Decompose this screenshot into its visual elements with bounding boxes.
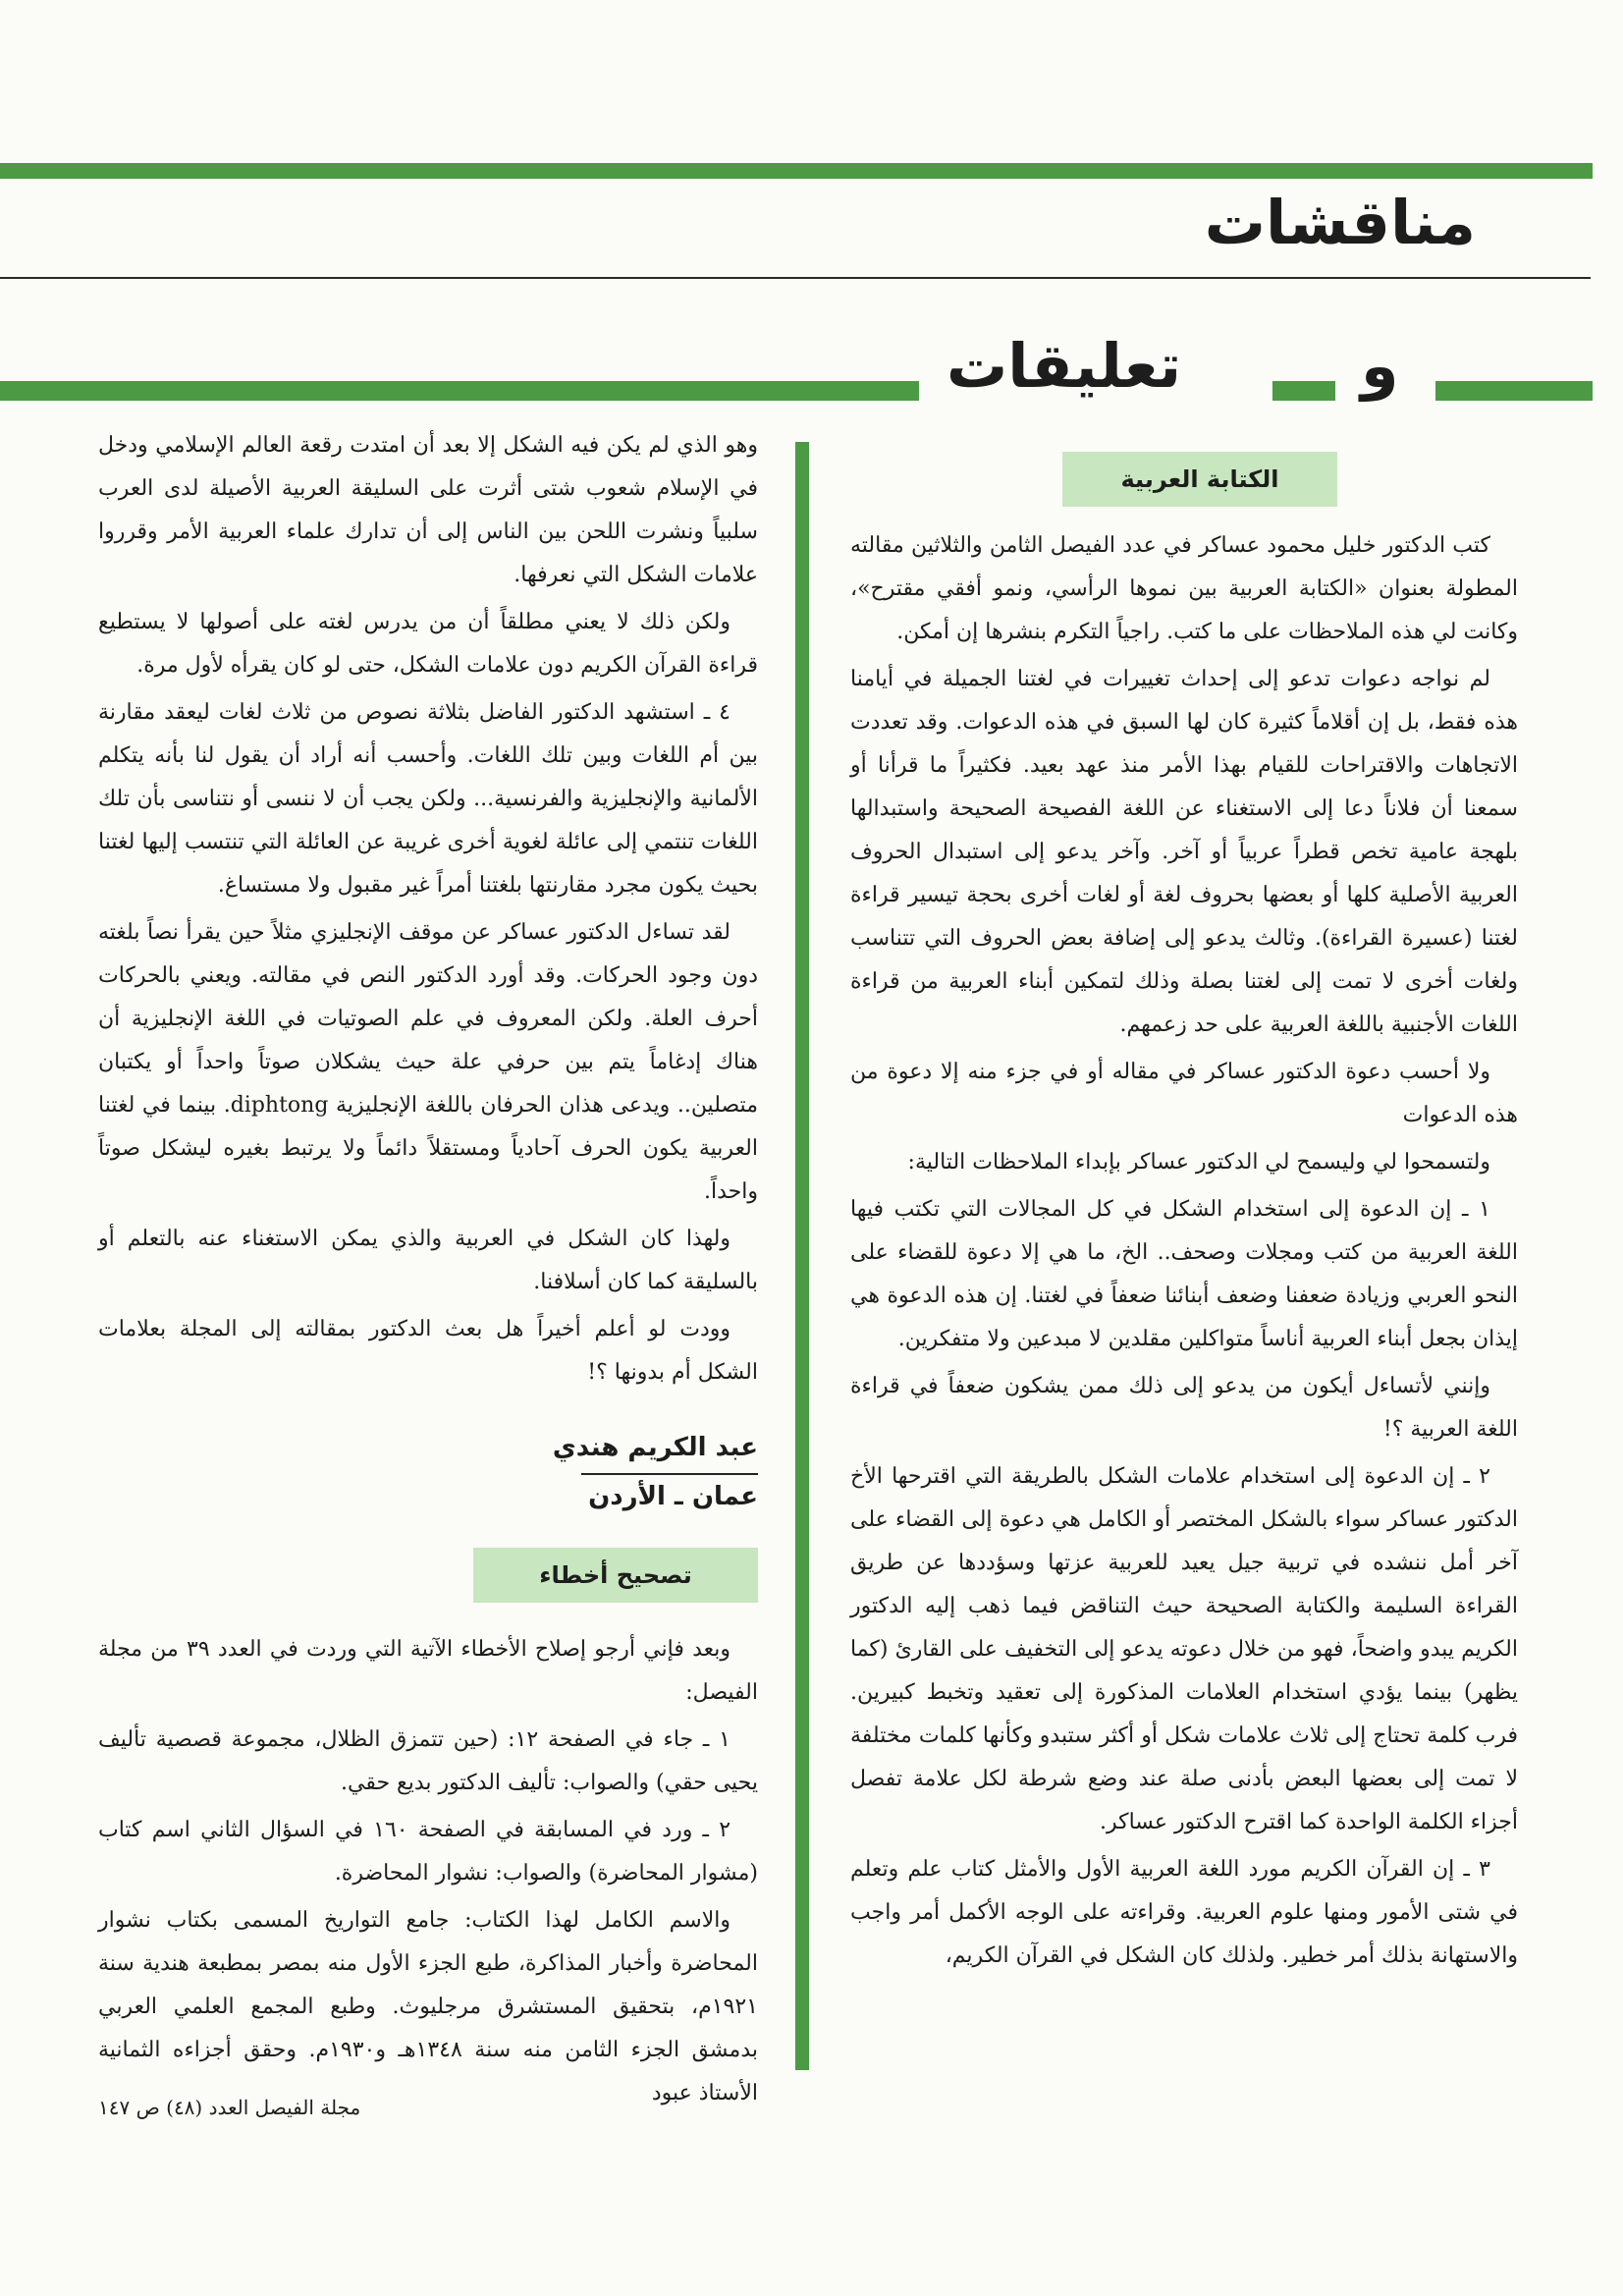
signature-block [98,1426,758,1518]
paragraph: لم نواجه دعوات تدعو إلى إحداث تغييرات في لغتنا الجميلة في أيامنا هذه فقط، بل إن أقلاماً كثيرة كان لها السبق في هذه الدعوات. وقد تعددت الاتجاهات والاقتراحات للقيام بهذا الأمر منذ عهد بعيد. فكثيراً ما قرأنا أو سمعنا أن فلاناً دعا إلى الاستغناء عن اللغة الفصيحة الصحيحة واستبدالها بلهجة عامية تخص قطراً عربياً أو آخر. وآخر يدعو إلى استبدال الحروف العربية الأصلية كلها أو بعضها بحروف لغة أو لغات أخرى بحجة تيسير قراءة لغتنا (عسيرة القراءة). وثالث يدعو إلى إضافة بعض الحروف التي تتناسب ولغات أخرى لا تمت إلى لغتنا بصلة وذلك لتمكين أبناء العربية من قراءة اللغات الأجنبية باللغة العربية على حد زعمهم. [850,667,1518,1037]
paragraph: ولهذا كان الشكل في العربية والذي يمكن الاستغناء عنه بالتعلم أو بالسليقة كما كان أسلافنا. [98,1227,758,1294]
title-and: تعليقات [947,330,1182,402]
right-column [850,452,1518,1982]
mid-green-rule-gap [1272,381,1335,401]
page-footer: مجلة الفيصل العدد (٤٨) ص ١٤٧ [98,2096,361,2119]
author-name: عبد الكريم هندي [552,1433,758,1462]
paragraph: والاسم الكامل لهذا الكتاب: جامع التواريخ المسمى بكتاب نشوار المحاضرة وأخبار المذاكرة، طبع الجزء الأول منه بمصر بمطبعة هندية سنة ١٩٢١م، بتحقيق المستشرق مرجليوث. وطبع المجمع العلمي العربي بدمشق الجزء الثامن منه سنة ١٣٤٨هـ و١٩٣٠م. وحقق أجزاءه الثمانية الأستاذ عبود [98,1908,758,2105]
title-conjunction: و [1361,330,1399,402]
heading-errata: تصحيح أخطاء [473,1548,758,1603]
paragraph: وبعد فإني أرجو إصلاح الأخطاء الآتية التي وردت في العدد ٣٩ من مجلة الفيصل: [98,1637,758,1705]
mid-green-rule-left [0,381,919,401]
paragraph: ٢ ـ ورد في المسابقة في الصفحة ١٦٠ في السؤال الثاني اسم كتاب (مشوار المحاضرة) والصواب: نشوار المحاضرة. [98,1818,758,1886]
left-column [98,424,758,2119]
paragraph: وإنني لأتساءل أيكون من يدعو إلى ذلك ممن يشكون ضعفاً في قراءة اللغة العربية ؟! [850,1374,1518,1442]
paragraph: ٣ ـ إن القرآن الكريم مورد اللغة العربية الأول والأمثل كتاب علم وتعلم في شتى الأمور ومنها علوم العربية. وقراءته على الوجه الأكمل أمر واجب والاستهانة بذلك أمر خطير. ولذلك كان الشكل في القرآن الكريم، [850,1857,1518,1968]
section-title-discussions: مناقشات [1204,187,1476,258]
section-title-comments [947,330,1181,402]
paragraph: ١ ـ إن الدعوة إلى استخدام الشكل في كل المجالات التي تكتب فيها اللغة العربية من كتب ومجلات وصحف.. الخ، ما هي إلا دعوة للقضاء على النحو العربي وزيادة ضعفنا وضعف أبنائنا ضعفاً في لغتنا. إن هذه الدعوة هي إيذان بجعل أبناء العربية أناساً متواكلين مقلدين لا مبدعين ولا متفكرين. [850,1197,1518,1351]
paragraph: كتب الدكتور خليل محمود عساكر في عدد الفيصل الثامن والثلاثين مقالته المطولة بعنوان «الكتابة العربية بين نموها الرأسي، ونمو أفقي مقترح»، وكانت لي هذه الملاحظات على ما كتب. راجياً التكرم بنشرها إن أمكن. [850,533,1518,644]
paragraph: ولا أحسب دعوة الدكتور عساكر في مقاله أو في جزء منه إلا دعوة من هذه الدعوات [850,1060,1518,1127]
paragraph: لقد تساءل الدكتور عساكر عن موقف الإنجليزي مثلاً حين يقرأ نصاً بلغته دون وجود الحركات. وقد أورد الدكتور النص في مقالته. ويعني بالحركات أحرف العلة. ولكن المعروف في علم الصوتيات في اللغة الإنجليزية أن هناك إدغاماً يتم بين حرفي علة حيث يشكلان صوتاً واحداً أو يكتبان متصلين.. ويدعى هذان الحرفان باللغة الإنجليزية diphtong. بينما في لغتنا العربية يكون الحرف آحادياً ومستقلاً دائماً ولا يرتبط بغيره ليشكل صوتاً واحداً. [98,920,758,1204]
heading-arabic-writing: الكتابة العربية [1062,452,1337,507]
paragraph: ٢ ـ إن الدعوة إلى استخدام علامات الشكل بالطريقة التي اقترحها الأخ الدكتور عساكر سواء بالشكل المختصر أو الكامل هي دعوة إلى القضاء على آخر أمل ننشده في تربية جيل يعيد للعربية عزتها وسؤددها عن طريق القراءة السليمة والكتابة الصحيحة حيث التناقض فيما ذهب إليه الدكتور الكريم يبدو واضحاً، فهو من خلال دعوته يدعو إلى التخفيف على القارئ (كما يظهر) بينما يؤدي استخدام العلامات المذكورة إلى تعقيد وتخبط كبيرين. فرب كلمة تحتاج إلى ثلاث علامات شكل أو أكثر ستبدو وكأنها كلمات مختلفة لا تمت إلى بعضها البعض بأدنى صلة عند وضع شرطة لكل علامة تفصل أجزاء الكلمة الواحدة كما اقترح الدكتور عساكر. [850,1464,1518,1834]
paragraph: ٤ ـ استشهد الدكتور الفاضل بثلاثة نصوص من ثلاث لغات ليعقد مقارنة بين أم اللغات وبين تلك اللغات. وأحسب أنه أراد أن يقول لنا بأنه يتكلم الألمانية والإنجليزية والفرنسية... ولكن يجب أن لا ننسى أو نتناسى بأن تلك اللغات تنتمي إلى عائلة لغوية أخرى غريبة عن العائلة التي تنتسب إليها لغتنا بحيث يكون مجرد مقارنتها بلغتنا أمراً غير مقبول ولا مستساغ. [98,700,758,898]
author-place: عمان ـ الأردن [581,1473,758,1518]
column-divider [795,442,809,2070]
top-green-rule [0,163,1593,179]
paragraph: وهو الذي لم يكن فيه الشكل إلا بعد أن امتدت رقعة العالم الإسلامي ودخل في الإسلام شعوب شتى أثرت على السليقة العربية الأصيلة لدى العرب سلبياً ونشرت اللحن بين الناس إلى أن تدارك علماء العربية الأمر وقرروا علامات الشكل التي نعرفها. [98,433,758,587]
paragraph: ولكن ذلك لا يعني مطلقاً أن من يدرس لغته على أصولها لا يستطيع قراءة القرآن الكريم دون علامات الشكل، حتى لو كان يقرأه لأول مرة. [98,610,758,678]
paragraph: ولتسمحوا لي وليسمح لي الدكتور عساكر بإبداء الملاحظات التالية: [907,1150,1490,1175]
mid-green-rule-right [1435,381,1593,401]
paragraph: وودت لو أعلم أخيراً هل بعث الدكتور بمقالته إلى المجلة بعلامات الشكل أم بدونها ؟! [98,1317,758,1385]
paragraph: ١ ـ جاء في الصفحة ١٢: (حين تتمزق الظلال، مجموعة قصصية تأليف يحيى حقي) والصواب: تأليف الدكتور بديع حقي. [98,1727,758,1795]
header-divider [0,277,1591,279]
